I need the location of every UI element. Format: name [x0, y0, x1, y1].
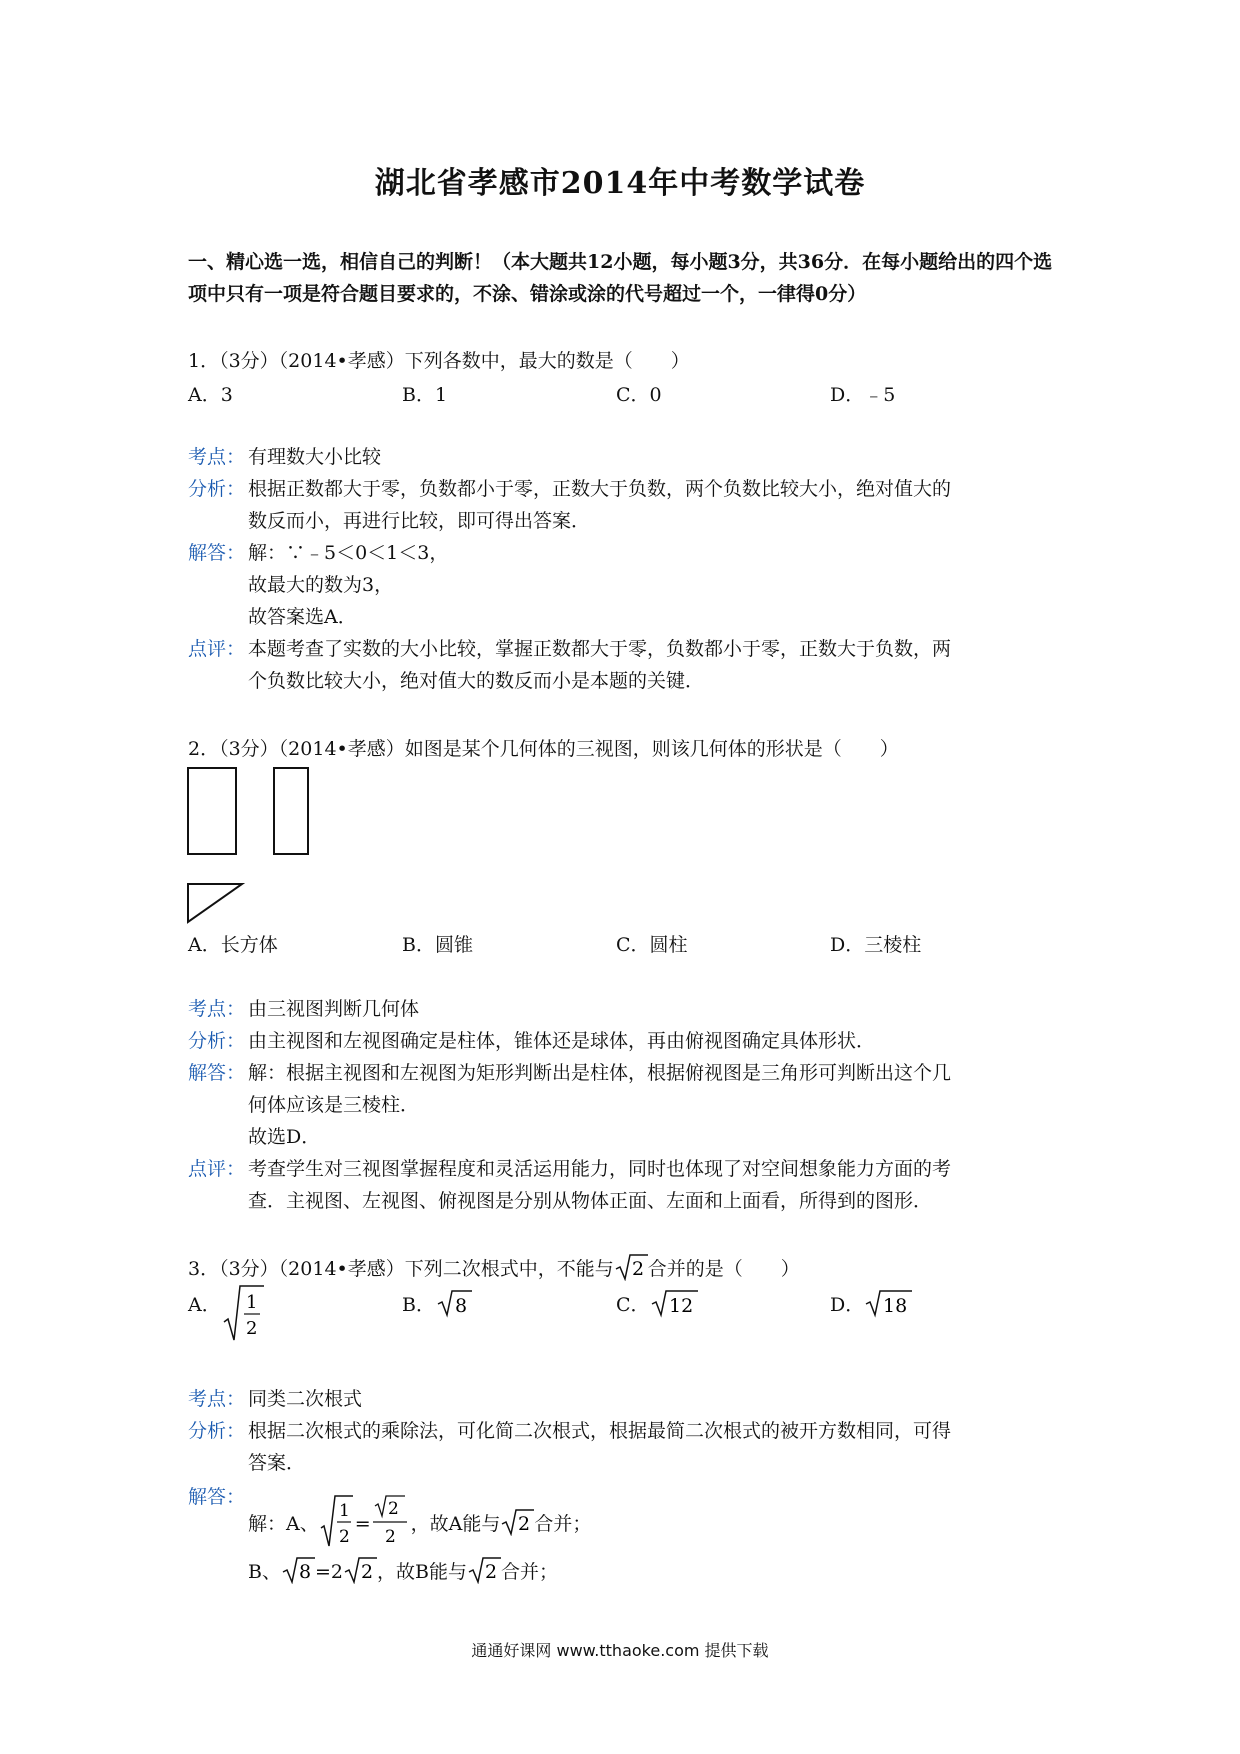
three-view-figure: [180, 760, 330, 940]
jieda-a-end: 合并；: [534, 1513, 592, 1535]
q3-option-a-denominator: 2: [246, 1318, 258, 1339]
q3-option-a-numerator: 1: [246, 1292, 258, 1313]
q3-jieda-label: 解答：: [188, 1486, 246, 1508]
page-title: 湖北省孝感市2014年中考数学试卷: [374, 166, 866, 201]
q1-kaodian: 有理数大小比较: [248, 446, 382, 468]
q2-option-c: C．圆柱: [616, 934, 688, 956]
q3-option-b-radicand: 8: [455, 1295, 468, 1317]
q2-dianping-line: 查．主视图、左视图、俯视图是分别从物体正面、左面和上面看，所得到的图形．: [248, 1190, 933, 1212]
q3-fenxi-line: 根据二次根式的乘除法，可化简二次根式，根据最简二次根式的被开方数相同，可得: [248, 1420, 952, 1442]
jieda-a-denominator: 2: [338, 1527, 350, 1547]
q1-option-c: C．0: [616, 384, 662, 406]
jieda-b-sqrt2-second-radicand: 2: [484, 1561, 498, 1583]
front-view-rect: [188, 768, 236, 854]
q2-dianping-label: 点评：: [188, 1158, 246, 1180]
q2-jieda-line: 解：根据主视图和左视图为矩形判断出是柱体，根据俯视图是三角形可判断出这个几: [248, 1062, 952, 1084]
side-view-rect: [274, 768, 308, 854]
jieda-b-sqrt2-radicand: 2: [360, 1561, 374, 1583]
q3-kaodian-label: 考点：: [188, 1388, 246, 1410]
q3-option-b-sqrt: [436, 1288, 476, 1318]
q2-stem: 2．（3分）（2014•孝感）如图是某个几何体的三视图，则该几何体的形状是（ ）: [188, 738, 899, 760]
top-view-triangle: [188, 884, 242, 922]
jieda-b-sqrt8: [281, 1556, 315, 1584]
q3-kaodian: 同类二次根式: [248, 1388, 363, 1410]
jieda-a-result-denominator: 2: [384, 1527, 396, 1547]
q2-kaodian-label: 考点：: [188, 998, 246, 1020]
q2-kaodian: 由三视图判断几何体: [248, 998, 420, 1020]
q2-jieda-label: 解答：: [188, 1062, 246, 1084]
q3-option-d: D．: [830, 1294, 865, 1316]
q1-fenxi-line: 根据正数都大于零，负数都小于零，正数大于负数，两个负数比较大小，绝对值大的: [248, 478, 952, 500]
q3-option-c-radicand: 12: [669, 1295, 694, 1317]
q2-jieda-line: 故选D．: [248, 1126, 321, 1148]
jieda-a-mid: ，故A能与: [410, 1513, 501, 1535]
jieda-b-pre: B、: [248, 1561, 281, 1583]
q3-jieda-line-b: [248, 1556, 558, 1584]
q3-jieda-a-pre: 解：A、: [248, 1513, 319, 1535]
q3-jieda-line-a: [248, 1494, 591, 1550]
jieda-a-result-frac: [371, 1494, 411, 1550]
jieda-a-equals: =: [354, 1513, 371, 1535]
q3-option-c-sqrt: [650, 1288, 702, 1318]
jieda-a-sqrt2-radicand: 2: [518, 1513, 531, 1535]
jieda-b-sqrt8-radicand: 8: [298, 1561, 312, 1583]
q2-fenxi-label: 分析：: [188, 1030, 246, 1052]
jieda-b-mid: ，故B能与: [376, 1561, 467, 1583]
q3-option-d-radicand: 18: [883, 1295, 908, 1317]
q1-jieda-line: 解：∵﹣5＜0＜1＜3，: [248, 542, 449, 564]
jieda-a-numerator: 1: [338, 1501, 350, 1521]
q3-fenxi-label: 分析：: [188, 1420, 246, 1442]
q1-jieda-label: 解答：: [188, 542, 246, 564]
jieda-a-sqrt2: [500, 1508, 534, 1536]
q1-dianping-line: 个负数比较大小，绝对值大的数反而小是本题的关键．: [248, 670, 705, 692]
q3-option-b: B．: [402, 1294, 435, 1316]
q2-option-a: A．长方体: [188, 934, 278, 956]
q3-stem-radicand: 2: [631, 1258, 644, 1280]
jieda-b-equals: =2: [314, 1561, 343, 1583]
q1-option-b: B．1: [402, 384, 448, 406]
q3-fenxi-line: 答案．: [248, 1452, 306, 1474]
q3-stem: [188, 1253, 800, 1281]
jieda-b-sqrt2-second: [467, 1556, 501, 1584]
q1-dianping-label: 点评：: [188, 638, 246, 660]
q1-kaodian-label: 考点：: [188, 446, 246, 468]
sqrt-symbol: [614, 1253, 648, 1281]
q3-stem-before: 3．（3分）（2014•孝感）下列二次根式中，不能与: [188, 1258, 614, 1280]
q1-option-a: A．3: [188, 384, 233, 406]
q1-fenxi-label: 分析：: [188, 478, 246, 500]
q3-option-a-sqrt-frac: [222, 1284, 266, 1344]
q2-jieda-line: 何体应该是三棱柱．: [248, 1094, 420, 1116]
q2-dianping-line: 考查学生对三视图掌握程度和灵活运用能力，同时也体现了对空间想象能力方面的考: [248, 1158, 952, 1180]
q2-fenxi-line: 由主视图和左视图确定是柱体，锥体还是球体，再由俯视图确定具体形状．: [248, 1030, 876, 1052]
q3-option-c: C．: [616, 1294, 650, 1316]
q1-jieda-line: 故最大的数为3，: [248, 574, 394, 596]
q1-jieda-line: 故答案选A．: [248, 606, 357, 628]
q1-option-d: D．﹣5: [830, 384, 896, 406]
jieda-a-result-numerator: 2: [387, 1499, 399, 1519]
jieda-b-sqrt2: [343, 1556, 377, 1584]
q2-option-d: D．三棱柱: [830, 934, 922, 956]
q3-option-d-sqrt: [864, 1288, 916, 1318]
jieda-b-end: 合并；: [500, 1561, 558, 1583]
q2-option-b: B．圆锥: [402, 934, 473, 956]
page-footer: 通通好课网 www.tthaoke.com 提供下载: [471, 1641, 769, 1660]
q1-stem: 1．（3分）（2014•孝感）下列各数中，最大的数是（ ）: [188, 350, 690, 372]
jieda-a-sqrt-frac: [319, 1494, 355, 1550]
section-heading: 一、精心选一选，相信自己的判断！（本大题共12小题，每小题3分，共36分．在每小题给出的四个选项中只有一项是符合题目要求的，不涂、错涂或涂的代号超过一个，一律得0分）: [188, 251, 1053, 305]
q3-option-a: A．: [188, 1294, 221, 1316]
q1-dianping-line: 本题考查了实数的大小比较，掌握正数都大于零，负数都小于零，正数大于负数，两: [248, 638, 952, 660]
q1-fenxi-line: 数反而小，再进行比较，即可得出答案．: [248, 510, 591, 532]
q3-stem-after: 合并的是（ ）: [647, 1258, 800, 1280]
